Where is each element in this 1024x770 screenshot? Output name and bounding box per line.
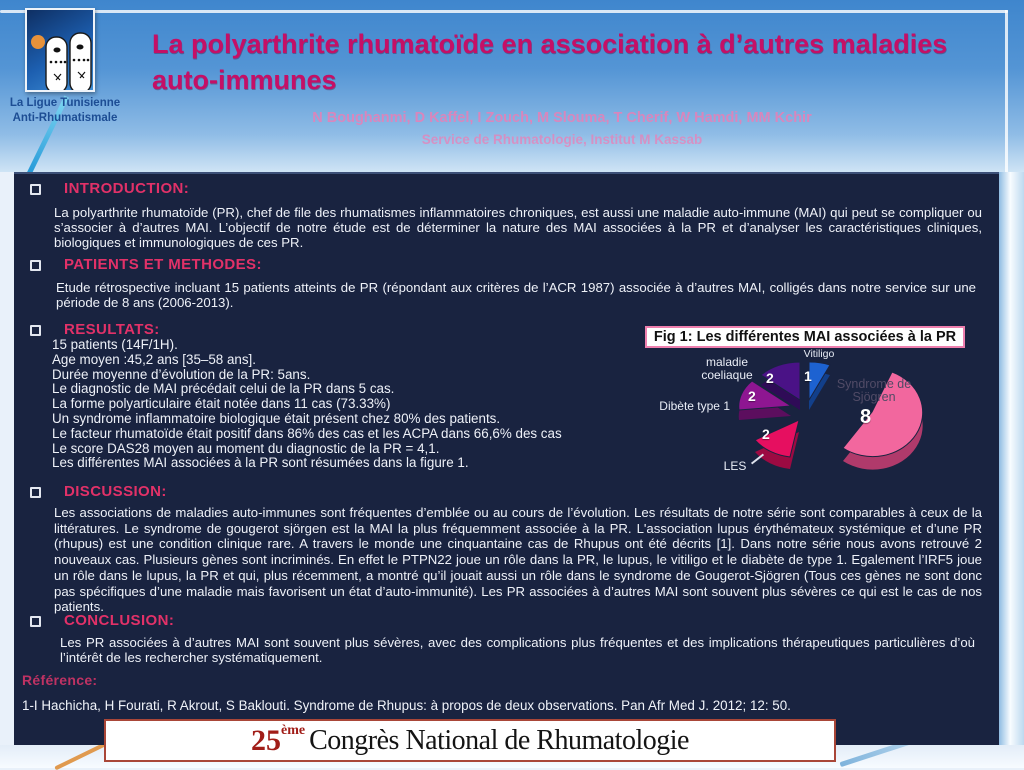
section-heading-results: RESULTATS: — [64, 321, 160, 338]
logo-caption-line2: Anti-Rhumatismale — [12, 111, 118, 124]
results-line: Un syndrome inflammatoire biologique était présent chez 80% des patients. — [52, 410, 501, 426]
slice-label-diabete: Dibète type 1 — [659, 399, 730, 413]
figure-title: Fig 1: Les différentes MAI associées à la PR — [645, 326, 965, 348]
poster-body-panel — [14, 172, 999, 745]
authors-line: N Boughanmi, D Kaffel, I Zouch, M Slouma, T Cherif, W Hamdi, MM Kchir — [312, 110, 812, 126]
logo-caption — [0, 96, 130, 126]
slice-label-sjogren: Syndrome de Sjögren — [836, 377, 912, 404]
congress-number: 25 — [251, 723, 282, 757]
slice-value-coeliaque: 2 — [766, 370, 774, 386]
slice-value-les: 2 — [762, 426, 770, 442]
results-line: 15 patients (14F/1H). — [52, 337, 178, 352]
slice-label-coeliaque: maladie coeliaque — [701, 355, 753, 382]
results-line: Le diagnostic de MAI précédait celui de la PR dans 5 cas. — [52, 381, 395, 397]
methods-body: Etude rétrospective incluant 15 patients atteints de PR (répondant aux critères de l’ACR 1987) associée à d’autres MAI, colligés dans notre service sur une période de 8 ans (2006-2013). — [56, 280, 976, 310]
slice-value-sjogren: 8 — [860, 406, 872, 428]
slice-value-vitiligo: 1 — [804, 368, 812, 384]
section-heading-methods: PATIENTS ET METHODES: — [64, 256, 262, 273]
checkbox-bullet-icon — [30, 487, 41, 498]
right-decorative-band — [999, 172, 1024, 768]
league-logo-graphic — [27, 10, 93, 90]
slice-value-diabete: 2 — [748, 388, 756, 404]
results-line: Age moyen :45,2 ans [35–58 ans]. — [52, 351, 256, 367]
results-line: Le score DAS28 moyen au moment du diagnostic de la PR = 4,1. — [52, 440, 440, 456]
results-line: Le facteur rhumatoïde était positif dans 86% des cas et les ACPA dans 66,6% des cas — [52, 425, 562, 441]
logo-caption-line1: La Ligue Tunisienne — [9, 97, 121, 109]
slice-label-les: LES — [723, 459, 747, 473]
frame-right-line — [1005, 10, 1008, 172]
section-heading-introduction: INTRODUCTION: — [64, 180, 190, 197]
conclusion-body: Les PR associées à d’autres MAI sont souvent plus sévères, avec des complications plus fréquentes et des implications thérapeutiques particulières d’où l’intérêt de les rechercher systématiquement. — [60, 635, 975, 665]
pie-chart-figure — [634, 348, 954, 496]
checkbox-bullet-icon — [30, 260, 41, 271]
section-heading-reference: Référence: — [22, 672, 98, 688]
results-line: Les différentes MAI associées à la PR sont résumées dans la figure 1. — [52, 455, 469, 471]
checkbox-bullet-icon — [30, 616, 41, 627]
results-line: La forme polyarticulaire était notée dans 11 cas (73.33%) — [52, 396, 391, 412]
congress-number-superscript: ème — [281, 722, 306, 738]
checkbox-bullet-icon — [30, 325, 41, 336]
section-heading-conclusion: CONCLUSION: — [64, 612, 175, 629]
results-line: Durée moyenne d’évolution de la PR: 5ans. — [52, 366, 311, 382]
congress-banner — [104, 719, 836, 762]
frame-top-line — [0, 10, 1008, 13]
slice-label-vitiligo: Vitiligo — [803, 348, 835, 360]
pie-chart-graphic — [634, 348, 954, 496]
league-logo — [25, 8, 95, 92]
affiliation-line: Service de Rhumatologie, Institut M Kassab — [421, 132, 703, 147]
checkbox-bullet-icon — [30, 184, 41, 195]
page-title: La polyarthrite rhumatoïde en association à d’autres maladies auto-immunes — [152, 29, 948, 95]
introduction-body: La polyarthrite rhumatoïde (PR), chef de file des rhumatismes inflammatoires chroniques, est aussi une maladie auto-immune (MAI) qui peut se compliquer ou s’associer à d’autres MAI. L’objectif de notre étude est de déterminer la nature des MAI associées à la PR et d’analyser les caractéristiques cliniques, biologiques et immunologiques de ces PR. — [54, 205, 982, 250]
discussion-body: Les associations de maladies auto-immunes sont fréquentes d’emblée ou au cours de l’évolution. Les résultats de notre série sont comparables à ceux de la littératures. Le syndrome de gougerot sjörgen est la MAI la plus fréquemment associée à la PR. L'association lupus érythémateux systémique et d’une PR (rhupus) est une condition clinique rare. A travers le monde une cinquantaine cas de Rhupus ont été décrits [1]. Dans notre série nous avons retrouvé 2 nouveaux cas. Plusieurs gènes sont incriminés. En effet le PTPN22 joue un rôle dans la PR, le lupus, le vitiligo et le diabète de type 1. Egalement l’IRF5 joue un rôle dans le lupus, la PR et qui, plus récemment, a montré qu’il jouait aussi un rôle dans le syndrome de Gougerot-Sjögren (Tous ces gènes ne sont donc pas spécifiques d’une maladie mais favorisent un état d’auto-immunité). Les PR associées à d’autres MAI sont souvent plus sévères ce qui est le cas de nos patients. — [54, 505, 982, 615]
reference-body: 1-I Hachicha, H Fourati, R Akrout, S Baklouti. Syndrome de Rhupus: à propos de deux observations. Pan Afr Med J. 2012; 12: 50. — [22, 698, 791, 713]
congress-title: Congrès National de Rhumatologie — [309, 724, 689, 756]
results-list — [52, 338, 642, 471]
section-heading-discussion: DISCUSSION: — [64, 483, 167, 500]
slide-header — [0, 0, 1024, 172]
